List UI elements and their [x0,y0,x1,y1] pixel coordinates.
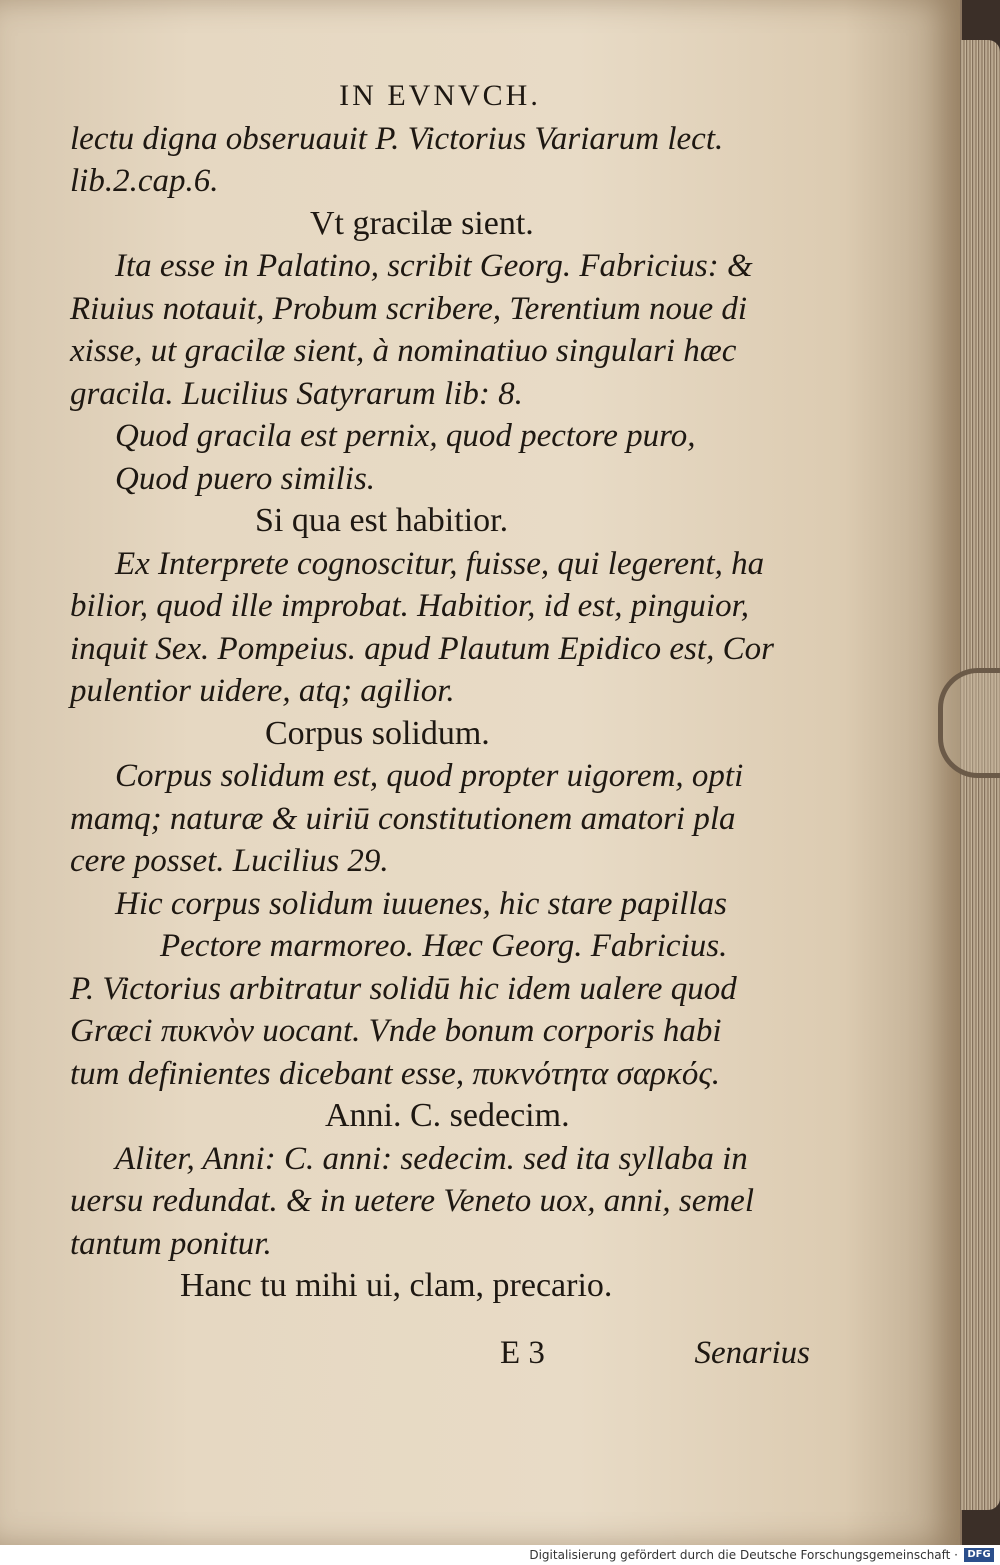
text-line: gracila. Lucilius Satyrarum lib: 8. [70,375,523,412]
text-line: Hic corpus solidum iuuenes, hic stare papillas [115,885,727,922]
text-line: P. Victorius arbitratur solidū hic idem ualere quod [70,970,737,1007]
text-line: mamq; naturæ & uiriū constitutionem amatori pla [70,800,736,837]
text-line: Si qua est habitior. [255,502,509,539]
dfg-logo: DFG [964,1548,994,1562]
text-line: Vt gracilæ sient. [310,204,534,242]
text-line: Corpus solidum est, quod propter uigorem, opti [115,758,744,794]
text-line: Hanc tu mihi ui, clam, precario. [180,1267,613,1304]
credit-text: Digitalisierung gefördert durch die Deutsche Forschungsgemeinschaft · [529,1548,958,1562]
text-line: Ita esse in Palatino, scribit Georg. Fabricius: & [115,248,753,284]
page-text [70,75,810,1308]
text-line: tum definientes dicebant esse, πυκνότητα σαρκός. [70,1055,720,1092]
text-line: Corpus solidum. [265,714,490,752]
text-line: cere posset. Lucilius 29. [70,843,389,879]
text-line: lib.2.cap.6. [70,163,219,199]
text-line: Riuius notauit, Probum scribere, Terentium noue di [70,290,748,327]
text-lines [70,118,810,1308]
text-line: Pectore marmoreo. Hæc Georg. Fabricius. [160,928,728,964]
text-line: Aliter, Anni: C. anni: sedecim. sed ita syllaba in [115,1140,748,1177]
signature-mark: E 3 [500,1335,545,1371]
text-line: pulentior uidere, atq; agilior. [70,673,455,709]
digitization-credit-bar [0,1545,1000,1565]
page-footer-line [70,1335,810,1375]
text-line: Anni. C. sedecim. [325,1097,570,1134]
text-line: Quod gracila est pernix, quod pectore puro, [115,418,696,454]
text-line: tantum ponitur. [70,1225,272,1262]
text-line: xisse, ut gracilæ sient, à nominatiuo singulari hæc [70,333,737,369]
text-line: uersu redundat. & in uetere Veneto uox, anni, semel [70,1183,754,1219]
text-line: lectu digna obseruauit P. Victorius Variarum lect. [70,120,724,157]
text-line: bilior, quod ille improbat. Habitior, id est, pinguior, [70,588,749,624]
text-line: Ex Interprete cognoscitur, fuisse, qui legerent, ha [115,545,765,582]
text-line: Græci πυκνὸν uocant. Vnde bonum corporis habi [70,1013,722,1049]
catchword: Senarius [694,1335,810,1371]
text-line: inquit Sex. Pompeius. apud Plautum Epidico est, Cor [70,630,774,667]
text-line: Quod puero similis. [115,460,376,497]
running-head: IN EVNVCH. [339,79,541,112]
book-clasp [938,668,1000,778]
